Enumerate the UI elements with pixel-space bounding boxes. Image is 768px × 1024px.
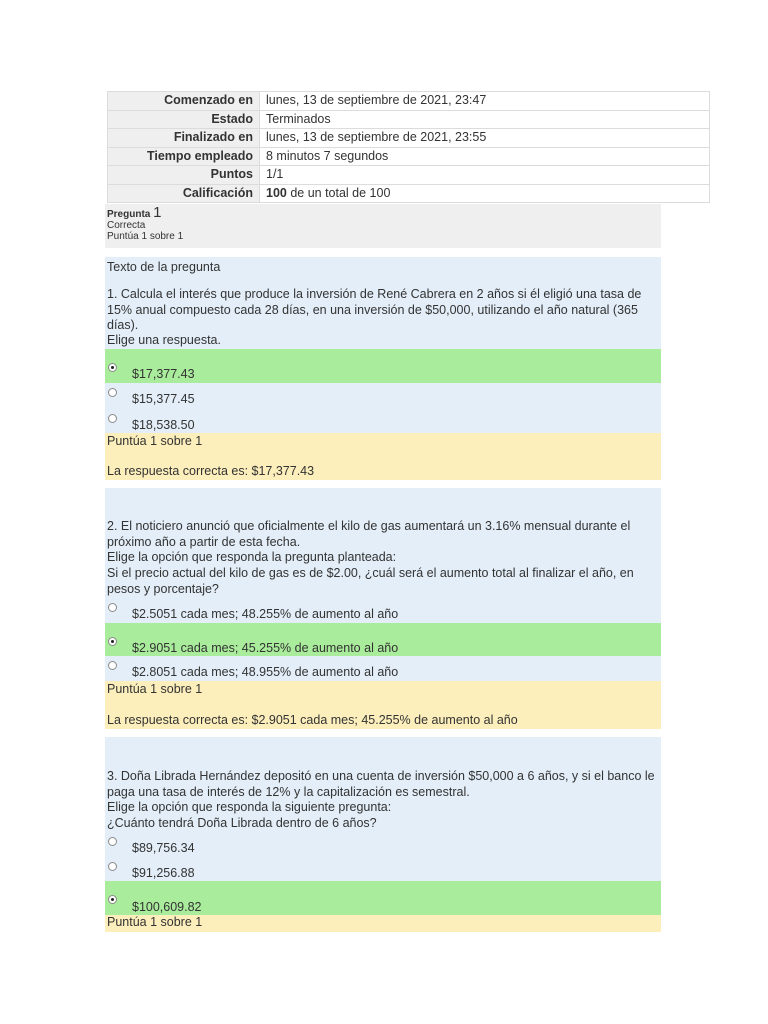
q3-option-3[interactable] [105,881,661,915]
feedback-score: Puntúa 1 sobre 1 [107,434,203,448]
summary-key: Estado [108,110,260,129]
q1-option-2[interactable] [105,383,661,409]
radio-selected-icon[interactable] [108,363,117,372]
summary-value: lunes, 13 de septiembre de 2021, 23:55 [260,129,710,148]
option-label: $91,256.88 [132,866,195,880]
q2-option-1[interactable] [105,598,661,623]
radio-icon[interactable] [108,603,117,612]
radio-selected-icon[interactable] [108,895,117,904]
question-number: 1 [153,204,162,221]
q3-option-2[interactable] [105,857,661,881]
question-1-prompt: Elige una respuesta. [107,333,221,347]
question-1-header: Texto de la pregunta [107,260,221,274]
attempt-summary-table [107,91,710,203]
q3-option-1[interactable] [105,832,661,856]
question-score: Puntúa 1 sobre 1 [107,231,184,242]
question-3-prompt-2: ¿Cuánto tendrá Doña Librada dentro de 6 años? [107,816,377,830]
feedback-answer: La respuesta correcta es: $17,377.43 [107,464,315,478]
question-2-text: 2. El noticiero anunció que oficialmente el kilo de gas aumentará un 3.16% mensual durante el próximo año a partir de esta fecha. [107,519,631,549]
question-info-panel [105,204,661,248]
feedback-answer: La respuesta correcta es: $2.9051 cada mes; 45.255% de aumento al año [107,713,518,727]
q2-option-2[interactable] [105,623,661,656]
question-2-prompt-2: Si el precio actual del kilo de gas es de $2.00, ¿cuál será el aumento total al finalizar el año, en pesos y porcentaje? [107,566,634,596]
q3-feedback [105,915,661,932]
grade-total: de un total de 100 [286,185,391,200]
q1-option-3[interactable] [105,409,661,433]
summary-row-state [108,110,710,129]
summary-row-points [108,166,710,185]
radio-icon[interactable] [108,837,117,846]
summary-value: Terminados [260,110,710,129]
option-label: $2.8051 cada mes; 48.955% de aumento al año [132,665,399,679]
question-1-text: 1. Calcula el interés que produce la inversión de René Cabrera en 2 años si él eligió una tasa de 15% anual compuesto cada 28 días, en una inversión de $50,000, utilizando el año natural (365 días). [107,287,642,333]
summary-row-grade [108,184,710,203]
radio-icon[interactable] [108,414,117,423]
radio-selected-icon[interactable] [108,637,117,646]
q2-feedback [105,681,661,729]
grade-value: 100 [266,185,287,200]
summary-key: Comenzado en [108,92,260,111]
summary-row-time [108,147,710,166]
option-label: $2.5051 cada mes; 48.255% de aumento al año [132,607,399,621]
summary-key: Puntos [108,166,260,185]
option-label: $100,609.82 [132,900,202,914]
summary-value: lunes, 13 de septiembre de 2021, 23:47 [260,92,710,111]
question-label: Pregunta [107,209,151,220]
question-status: Correcta [107,220,146,231]
radio-icon[interactable] [108,388,117,397]
radio-icon[interactable] [108,661,117,670]
summary-value: 1/1 [260,166,710,185]
option-label: $15,377.45 [132,392,195,406]
option-label: $17,377.43 [132,367,195,381]
option-label: $89,756.34 [132,841,195,855]
q1-option-1[interactable] [105,349,661,383]
question-3-text: 3. Doña Librada Hernández depositó en una cuenta de inversión $50,000 a 6 años, y si el banco le paga una tasa de interés de 12% y la capitalización es semestral. [107,769,655,799]
summary-key: Tiempo empleado [108,147,260,166]
feedback-score: Puntúa 1 sobre 1 [107,682,203,696]
option-label: $18,538.50 [132,418,195,432]
summary-row-finished [108,129,710,148]
option-label: $2.9051 cada mes; 45.255% de aumento al año [132,641,399,655]
q2-option-3[interactable] [105,656,661,681]
question-3-prompt-1: Elige la opción que responda la siguiente pregunta: [107,800,392,814]
q1-feedback [105,433,661,480]
summary-row-started [108,92,710,111]
summary-key: Calificación [108,184,260,203]
summary-value: 8 minutos 7 segundos [260,147,710,166]
summary-key: Finalizado en [108,129,260,148]
radio-icon[interactable] [108,862,117,871]
summary-value [260,184,710,203]
question-2-prompt-1: Elige la opción que responda la pregunta planteada: [107,550,397,564]
feedback-score: Puntúa 1 sobre 1 [107,915,203,929]
